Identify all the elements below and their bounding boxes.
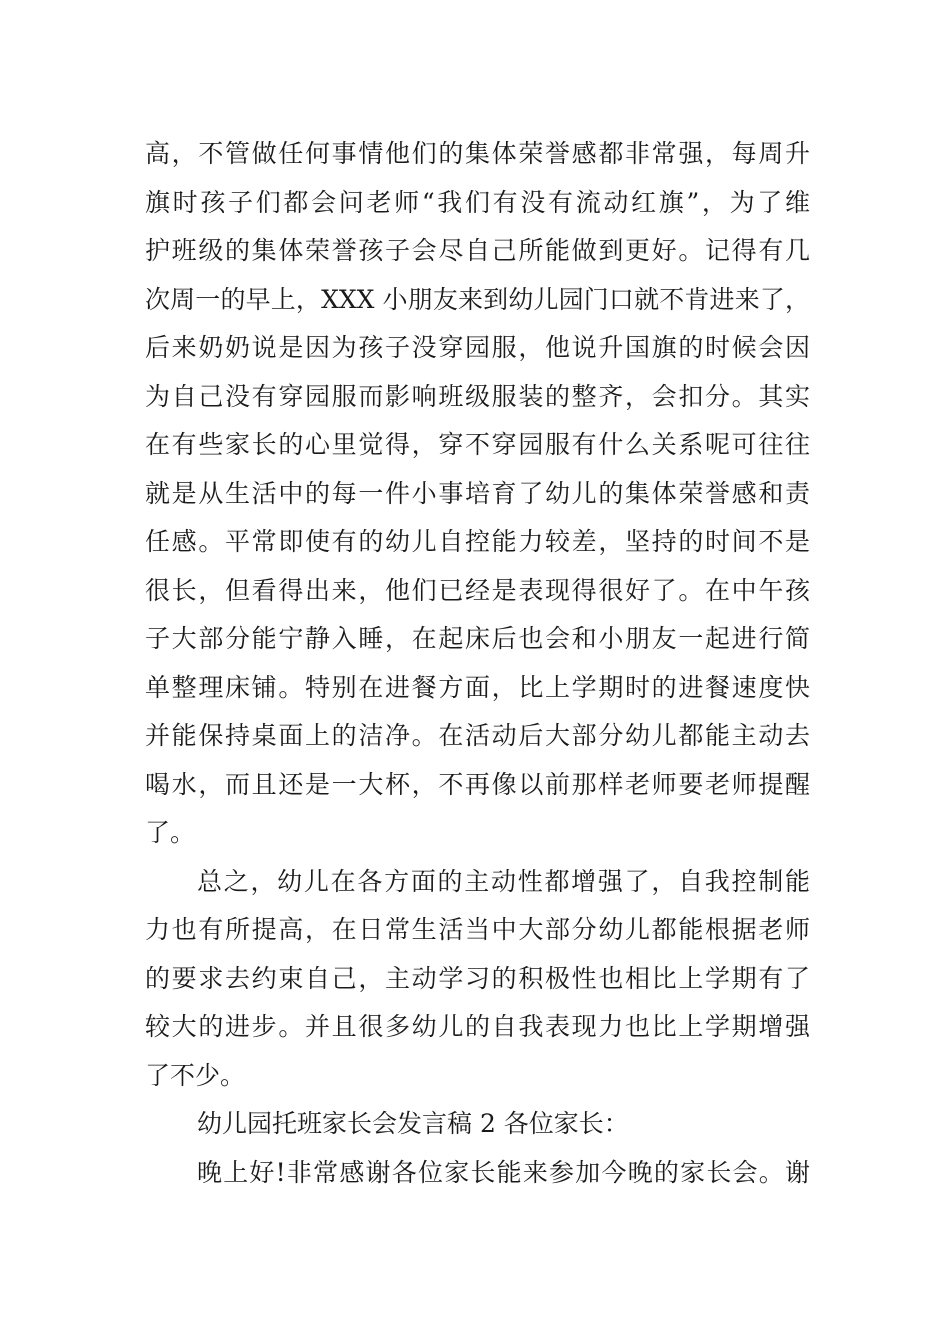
text-line: 在有些家长的心里觉得，穿不穿园服有什么关系呢可往往 [145,430,810,459]
text-line: 就是从生活中的每一件小事培育了幼儿的集体荣誉感和责 [145,478,810,508]
paragraph-3 [145,1100,810,1149]
text-line: 任感。平常即使有的幼儿自控能力较差，坚持的时间不是 [145,527,810,556]
text-line: 总之，幼儿在各方面的主动性都增强了，自我控制能 [197,866,810,896]
text-line: 旗时孩子们都会问老师“我们有没有流动红旗”，为了维 [145,187,810,217]
text-line: 了不少。 [145,1060,246,1090]
text-line: 次周一的早上，XXX 小朋友来到幼儿园门口就不肯进来了， [145,284,810,314]
paragraph-4 [145,1149,810,1198]
text-line: 了。 [145,818,196,847]
text-line: 并能保持桌面上的洁净。在活动后大部分幼儿都能主动去 [145,721,810,750]
text-line: 晚上好!非常感谢各位家长能来参加今晚的家长会。谢 [197,1157,810,1187]
text-line: 为自己没有穿园服而影响班级服装的整齐，会扣分。其实 [145,381,810,411]
text-line: 护班级的集体荣誉孩子会尽自己所能做到更好。记得有几 [145,236,810,265]
text-line: 喝水，而且还是一大杯，不再像以前那样老师要老师提醒 [145,769,810,799]
text-line: 较大的进步。并且很多幼儿的自我表现力也比上学期增强 [145,1012,810,1041]
text-line: 单整理床铺。特别在进餐方面，比上学期时的进餐速度快 [145,672,810,702]
text-line: 力也有所提高，在日常生活当中大部分幼儿都能根据老师 [145,915,810,944]
text-line: 子大部分能宁静入睡，在起床后也会和小朋友一起进行简 [145,624,810,653]
text-line: 的要求去约束自己，主动学习的积极性也相比上学期有了 [145,963,810,993]
paragraph-1 [145,130,810,858]
document-body [145,130,810,1197]
text-line: 高，不管做任何事情他们的集体荣誉感都非常强，每周升 [145,139,810,168]
section-heading: 幼儿园托班家长会发言稿 2 各位家长： [197,1109,629,1138]
paragraph-2 [145,858,810,1101]
text-line: 后来奶奶说是因为孩子没穿园服，他说升国旗的时候会因 [145,333,810,362]
text-line: 很长，但看得出来，他们已经是表现得很好了。在中午孩 [145,575,810,605]
